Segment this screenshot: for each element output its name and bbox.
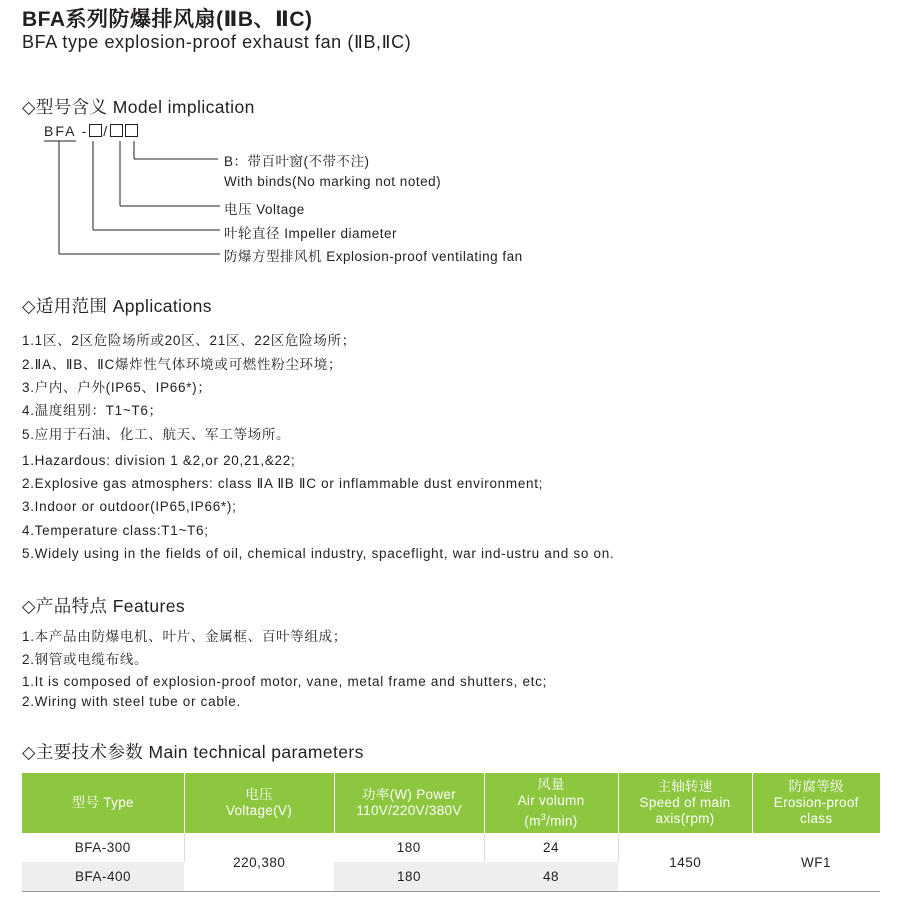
header-air-volume: 风量 Air volumn $(m^3/\min)$ [484, 773, 618, 833]
header-type: 型号 Type [22, 773, 184, 833]
model-code-slash: / [103, 123, 110, 139]
table-row [22, 833, 880, 862]
application-en-1: 1.Hazardous: division 1 &2,or 20,21,&22; [22, 453, 296, 468]
header-power: 功率(W) Power 110V/220V/380V [334, 773, 484, 833]
application-en-4: 4.Temperature class:T1~T6; [22, 523, 209, 538]
cell-power: 180 [334, 833, 484, 862]
model-code-prefix: BFA - [44, 123, 89, 139]
cell-air: 48 [484, 862, 618, 892]
model-item-voltage: 电压 Voltage [224, 202, 305, 217]
feature-en-1: 1.It is composed of explosion-proof motor, vane, metal frame and shutters, etc; [22, 674, 548, 689]
page-subtitle: BFA type explosion-proof exhaust fan (ⅡB,ⅡC) [22, 32, 412, 52]
page-title: BFA系列防爆排风扇(ⅡB、ⅡC) [22, 8, 313, 31]
application-cn-1: 1.1区、2区危险场所或20区、21区、22区危险场所； [22, 333, 356, 348]
params-table [22, 773, 880, 892]
header-voltage: 电压 Voltage(V) [184, 773, 334, 833]
application-cn-2: 2.ⅡA、ⅡB、ⅡC爆炸性气体环境或可燃性粉尘环境； [22, 357, 343, 372]
section-params-heading: ◇主要技术参数 Main technical parameters [22, 742, 364, 762]
cell-power: 180 [334, 862, 484, 892]
application-cn-5: 5.应用于石油、化工、航天、军工等场所。 [22, 427, 291, 442]
feature-en-2: 2.Wiring with steel tube or cable. [22, 694, 241, 709]
header-erosion-class: 防腐等级 Erosion-proof class [752, 773, 880, 833]
section-applications-heading: ◇适用范围 Applications [22, 296, 212, 316]
application-en-5: 5.Widely using in the fields of oil, chemical industry, spaceflight, war ind-ustru and so on. [22, 546, 615, 561]
cell-voltage: 220,380 [184, 833, 334, 892]
cell-type: BFA-300 [22, 833, 184, 862]
cell-air: 24 [484, 833, 618, 862]
application-en-3: 3.Indoor or outdoor(IP65,IP66*); [22, 499, 237, 514]
application-cn-4: 4.温度组别：T1~T6； [22, 403, 163, 418]
model-item-diameter: 叶轮直径 Impeller diameter [224, 226, 398, 241]
model-item-shutter-en: With binds(No marking not noted) [224, 174, 442, 189]
application-cn-3: 3.户内、户外(IP65、IP66*)； [22, 380, 212, 395]
model-leader-lines [0, 0, 260, 270]
model-item-shutter: B：带百叶窗(不带不注) [224, 154, 370, 169]
cell-erosion-class: WF1 [752, 833, 880, 892]
section-model-heading: ◇型号含义 Model implication [22, 97, 255, 117]
cell-type: BFA-400 [22, 862, 184, 892]
header-speed: 主轴转速 Speed of main axis(rpm) [618, 773, 752, 833]
feature-cn-2: 2.钢管或电缆布线。 [22, 652, 149, 667]
application-en-2: 2.Explosive gas atmosphers: class ⅡA ⅡB ⅡC or inflammable dust environment; [22, 476, 544, 491]
model-item-type: 防爆方型排风机 Explosion-proof ventilating fan [224, 249, 523, 264]
cell-speed: 1450 [618, 833, 752, 892]
section-features-heading: ◇产品特点 Features [22, 596, 185, 616]
feature-cn-1: 1.本产品由防爆电机、叶片、金属框、百叶等组成； [22, 629, 348, 644]
params-header-row [22, 773, 880, 833]
